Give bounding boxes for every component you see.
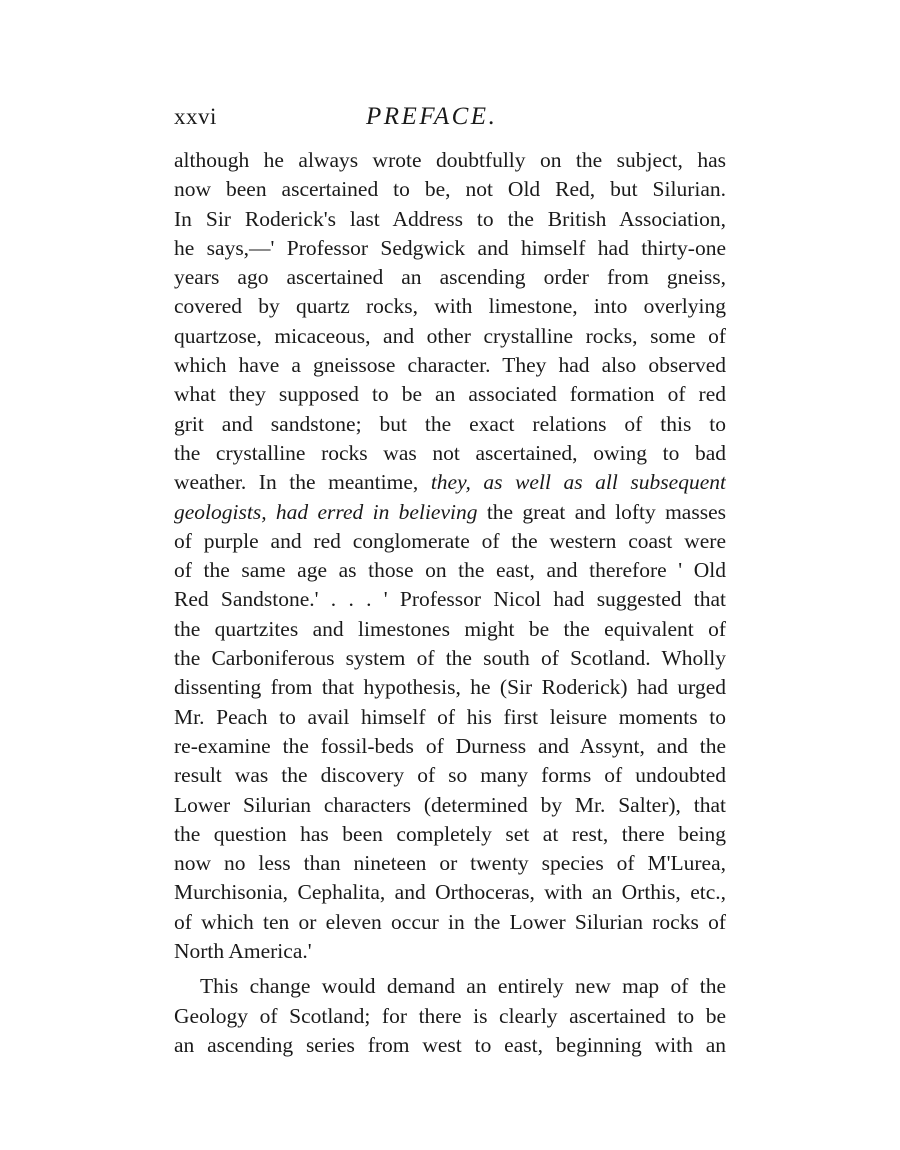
text-line: quartzose, micaceous, and other crystalline rocks, some of: [174, 323, 726, 348]
section-title: PREFACE.: [366, 103, 498, 130]
text-line: what they supposed to be an associated formation of red: [174, 382, 726, 407]
running-head: [174, 104, 730, 134]
italic-text: they, as well as all subsequent: [430, 470, 726, 495]
text-line-mixed: [174, 468, 726, 497]
text-line: the crystalline rocks was not ascertained, owing to bad: [174, 440, 726, 465]
page-number: xxvi: [174, 104, 217, 129]
text-line: re-examine the fossil-beds of Durness and Assynt, and the: [174, 733, 726, 758]
text-line: although he always wrote doubtfully on the subject, has: [174, 148, 726, 172]
text-line-mixed: [174, 498, 726, 527]
text-line: Red Sandstone.' . . . ' Professor Nicol had suggested that: [174, 587, 726, 612]
text-line: the question has been completely set at rest, there being: [174, 821, 726, 846]
text-line: result was the discovery of so many forms of undoubted: [174, 763, 726, 788]
text-line: the Carboniferous system of the south of Scotland. Wholly: [174, 646, 726, 671]
text-line: This change would demand an entirely new map of the: [200, 974, 726, 999]
text-line: of the same age as those on the east, and therefore ' Old: [174, 558, 726, 583]
text-line: Lower Silurian characters (determined by Mr. Salter), that: [174, 792, 726, 817]
text-line: an ascending series from west to east, beginning with an: [174, 1032, 726, 1057]
text-line: In Sir Roderick's last Address to the British Association,: [174, 206, 726, 231]
text-line: Murchisonia, Cephalita, and Orthoceras, with an Orthis, etc.,: [174, 880, 726, 905]
text-line: grit and sandstone; but the exact relations of this to: [174, 411, 726, 436]
text-line: now no less than nineteen or twenty species of M'Lurea,: [174, 851, 726, 876]
text-line: of purple and red conglomerate of the western coast were: [174, 528, 726, 553]
roman-text: weather. In the meantime,: [174, 470, 431, 495]
text-line: which have a gneissose character. They had also observed: [174, 353, 726, 378]
italic-text: geologists, had erred in believing: [174, 499, 478, 524]
body-text: [174, 146, 726, 1060]
text-line: North America.': [174, 939, 312, 964]
text-line: Geology of Scotland; for there is clearly ascertained to be: [174, 1003, 726, 1028]
text-line: dissenting from that hypothesis, he (Sir Roderick) had urged: [174, 675, 726, 700]
text-line: he says,—' Professor Sedgwick and himself had thirty-one: [174, 235, 726, 260]
text-line: Mr. Peach to avail himself of his first leisure moments to: [174, 704, 726, 729]
text-line: years ago ascertained an ascending order from gneiss,: [174, 265, 726, 290]
roman-text: the great and lofty masses: [477, 499, 726, 524]
text-line: of which ten or eleven occur in the Lower Silurian rocks of: [174, 909, 726, 934]
text-line: covered by quartz rocks, with limestone, into overlying: [174, 294, 726, 319]
text-line: the quartzites and limestones might be the equivalent of: [174, 616, 726, 641]
text-line: now been ascertained to be, not Old Red, but Silurian.: [174, 177, 726, 202]
